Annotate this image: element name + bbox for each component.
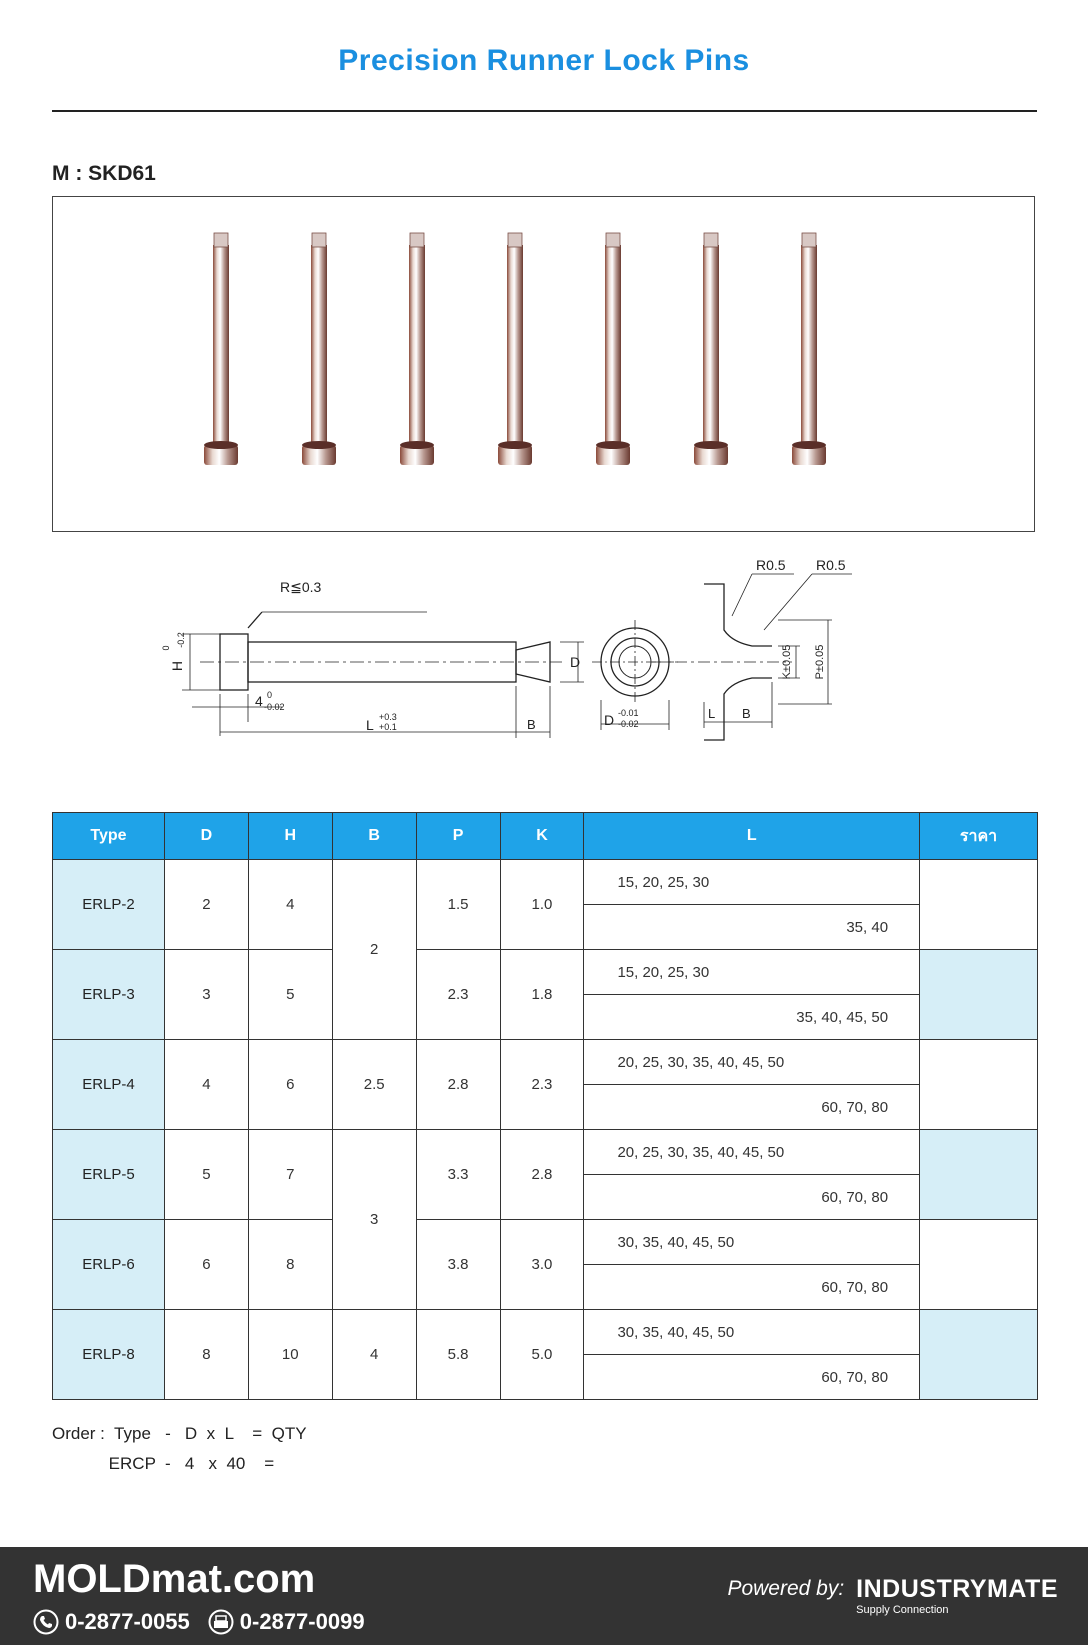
cell-l-short: 15, 20, 25, 30 (584, 950, 920, 995)
cell-k: 2.8 (500, 1130, 584, 1220)
fax-number: 0-2877-0099 (239, 1609, 365, 1634)
order-example (52, 1424, 307, 1484)
contact-info (33, 1609, 383, 1635)
page-title: Precision Runner Lock Pins (338, 44, 750, 77)
company-logo[interactable] (856, 1575, 1058, 1616)
cell-price (920, 1130, 1038, 1220)
table-header-row (53, 813, 1038, 860)
cell-p: 1.5 (416, 860, 500, 950)
p-label: P±0.05 (814, 644, 826, 680)
company-tagline: Supply Connection (856, 1604, 949, 1616)
phone-contact[interactable] (33, 1609, 190, 1635)
cell-p: 2.8 (416, 1040, 500, 1130)
table-row (53, 1040, 1038, 1085)
table-row (53, 860, 1038, 905)
r2-label: R0.5 (816, 557, 846, 573)
brand-logo-text[interactable]: MOLDmat.com (33, 1557, 316, 1601)
cell-k: 5.0 (500, 1310, 584, 1400)
fax-contact[interactable] (208, 1609, 365, 1635)
cell-l-long: 35, 40 (584, 905, 920, 950)
table-row (53, 1310, 1038, 1355)
pin-photo (694, 233, 728, 465)
cell-p: 5.8 (416, 1310, 500, 1400)
cell-l-short: 30, 35, 40, 45, 50 (584, 1310, 920, 1355)
phone-icon (33, 1609, 59, 1635)
cell-l-short: 30, 35, 40, 45, 50 (584, 1220, 920, 1265)
cell-h: 8 (248, 1220, 332, 1310)
cell-price (920, 950, 1038, 1040)
fax-icon (208, 1609, 234, 1635)
cell-b: 4 (332, 1310, 416, 1400)
cell-k: 1.0 (500, 860, 584, 950)
header-h: H (248, 813, 332, 860)
h-label: H (169, 660, 185, 672)
r1-label: R0.5 (756, 557, 786, 573)
cell-l-short: 20, 25, 30, 35, 40, 45, 50 (584, 1040, 920, 1085)
phone-number: 0-2877-0055 (65, 1609, 190, 1634)
head-tol-upper: 0 (267, 690, 273, 700)
radius-label: R≦0.3 (280, 579, 322, 595)
length-tol-lower: +0.1 (379, 722, 397, 732)
technical-drawing (52, 552, 1037, 772)
header-price: ราคา (920, 813, 1038, 860)
cell-h: 4 (248, 860, 332, 950)
header-k: K (500, 813, 584, 860)
end-d-tol-upper: -0.01 (618, 708, 639, 718)
material-label: M : SKD61 (52, 162, 156, 185)
cell-d: 8 (164, 1310, 248, 1400)
footer (0, 1547, 1088, 1645)
cell-type: ERLP-5 (53, 1130, 165, 1220)
h-tol-lower: -0.2 (176, 632, 186, 648)
header-p: P (416, 813, 500, 860)
header-b: B (332, 813, 416, 860)
header-d: D (164, 813, 248, 860)
cell-type: ERLP-3 (53, 950, 165, 1040)
cell-d: 6 (164, 1220, 248, 1310)
detail-b-label: B (742, 706, 751, 721)
header-l: L (584, 813, 920, 860)
d-label: D (570, 654, 581, 670)
cell-type: ERLP-2 (53, 860, 165, 950)
pin-photo (400, 233, 434, 465)
cell-d: 4 (164, 1040, 248, 1130)
head-thickness-label: 4 (255, 693, 263, 709)
cell-k: 2.3 (500, 1040, 584, 1130)
length-tol-upper: +0.3 (379, 712, 397, 722)
cell-k: 1.8 (500, 950, 584, 1040)
pins-illustration (53, 197, 1036, 533)
order-example-line: ERCP - 4 x 40 = (52, 1454, 275, 1473)
cell-b: 3 (332, 1130, 416, 1310)
cell-l-long: 60, 70, 80 (584, 1355, 920, 1400)
head-tol-lower: -0.02 (264, 702, 285, 712)
cell-l-long: 60, 70, 80 (584, 1265, 920, 1310)
cell-d: 5 (164, 1130, 248, 1220)
cell-h: 6 (248, 1040, 332, 1130)
pin-photo (792, 233, 826, 465)
cell-d: 2 (164, 860, 248, 950)
table-row (53, 1130, 1038, 1175)
table-row (53, 1220, 1038, 1265)
h-tol-upper: 0 (161, 645, 171, 651)
cell-type: ERLP-6 (53, 1220, 165, 1310)
cell-b: 2 (332, 860, 416, 1040)
cell-l-long: 35, 40, 45, 50 (584, 995, 920, 1040)
cell-type: ERLP-8 (53, 1310, 165, 1400)
pin-photo (498, 233, 532, 465)
powered-by-label: Powered by: (727, 1577, 845, 1600)
cell-k: 3.0 (500, 1220, 584, 1310)
pin-photo (596, 233, 630, 465)
cell-type: ERLP-4 (53, 1040, 165, 1130)
cell-price (920, 1040, 1038, 1130)
cell-h: 10 (248, 1310, 332, 1400)
cell-h: 7 (248, 1130, 332, 1220)
header-type: Type (53, 813, 165, 860)
cell-p: 2.3 (416, 950, 500, 1040)
k-label: K±0.05 (781, 644, 793, 680)
cell-price (920, 1310, 1038, 1400)
title-divider (52, 110, 1037, 112)
table-row (53, 950, 1038, 995)
cell-l-short: 15, 20, 25, 30 (584, 860, 920, 905)
cell-l-long: 60, 70, 80 (584, 1175, 920, 1220)
product-photo (52, 196, 1035, 532)
cell-l-short: 20, 25, 30, 35, 40, 45, 50 (584, 1130, 920, 1175)
order-format-line: Order : Type - D x L = QTY (52, 1424, 307, 1443)
pin-photo (302, 233, 336, 465)
powered-by (727, 1575, 1058, 1616)
cell-h: 5 (248, 950, 332, 1040)
detail-upper-profile (704, 584, 772, 646)
cell-l-long: 60, 70, 80 (584, 1085, 920, 1130)
length-label: L (366, 717, 374, 733)
spec-table (52, 812, 1038, 1400)
pin-photo (204, 233, 238, 465)
detail-l-label: L (708, 706, 716, 721)
b-label: B (527, 717, 536, 732)
end-d-tol-lower: -0.02 (618, 719, 639, 729)
cell-b: 2.5 (332, 1040, 416, 1130)
cell-d: 3 (164, 950, 248, 1040)
company-name: INDUSTRYMATE (856, 1575, 1058, 1603)
cell-price (920, 1220, 1038, 1310)
cell-p: 3.8 (416, 1220, 500, 1310)
end-d-label: D (604, 712, 615, 728)
cell-price (920, 860, 1038, 950)
cell-p: 3.3 (416, 1130, 500, 1220)
